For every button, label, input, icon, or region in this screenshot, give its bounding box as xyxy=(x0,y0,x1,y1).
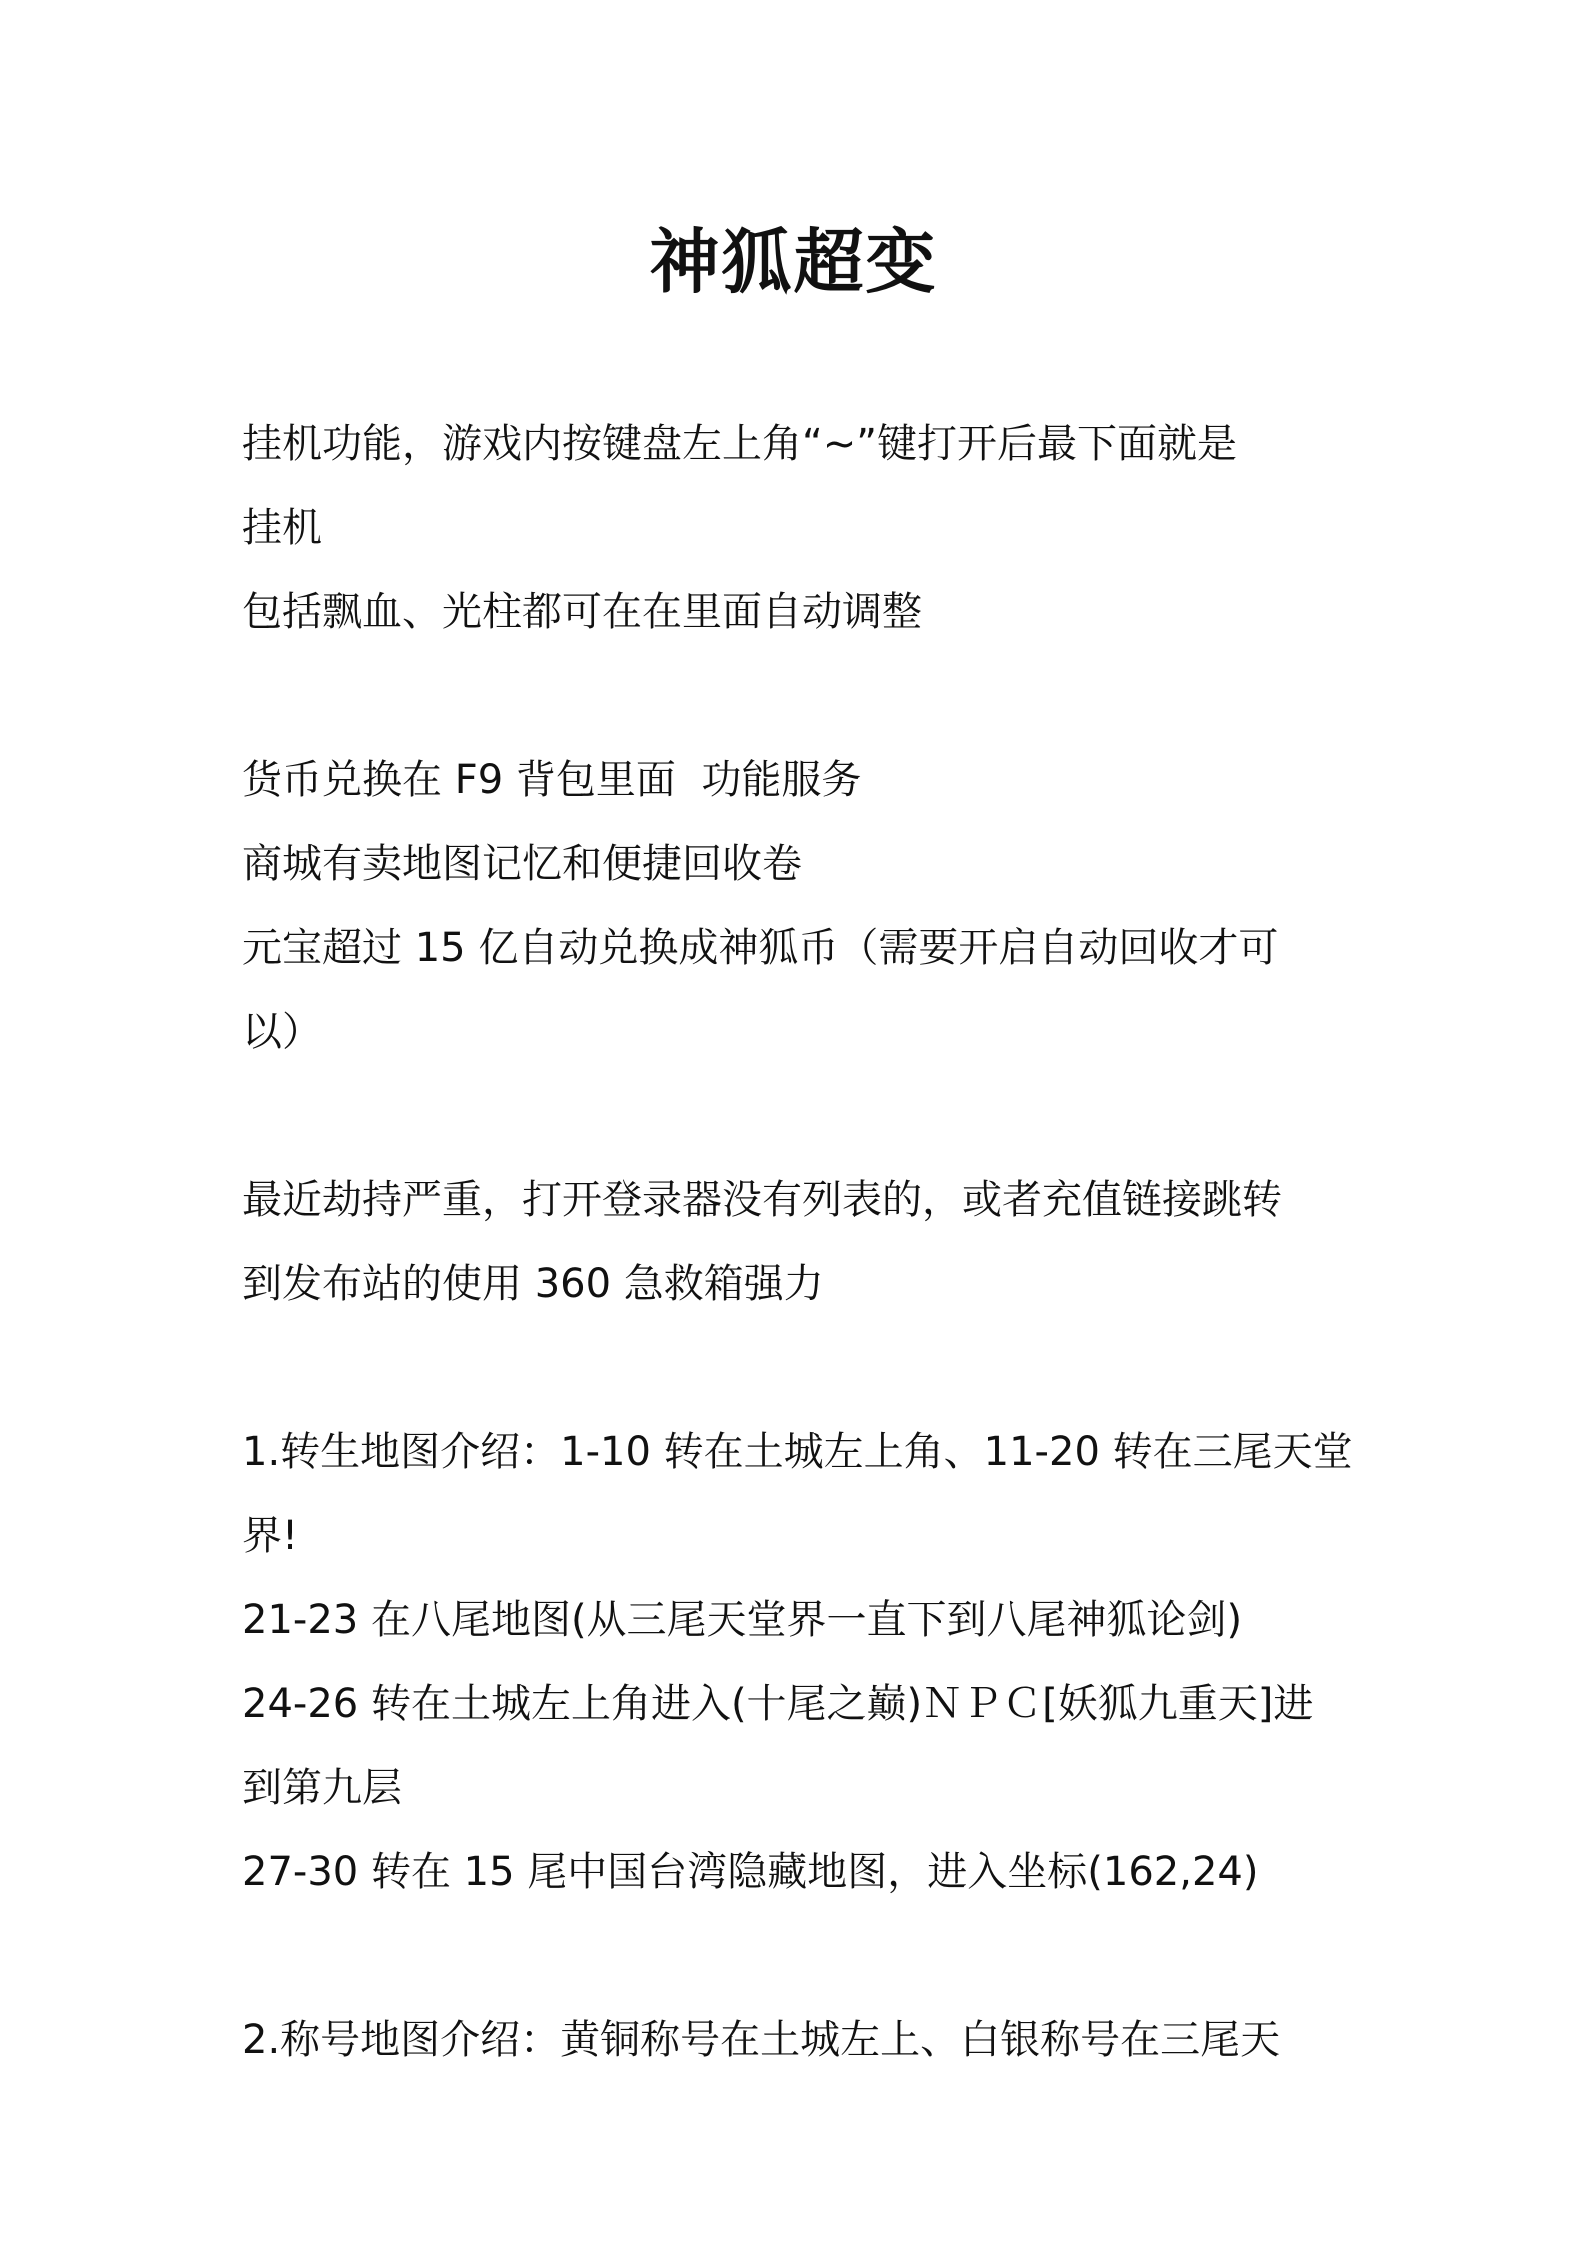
paragraph-block xyxy=(242,1410,1362,1914)
document-body xyxy=(242,402,1362,2166)
text-line: 挂机功能，游戏内按键盘左上角“~”键打开后最下面就是 xyxy=(242,421,1237,467)
text-line: 1.转生地图介绍：1-10 转在土城左上角、11-20 转在三尾天堂 xyxy=(242,1429,1353,1475)
text-line: 挂机 xyxy=(242,505,322,551)
paragraph-block xyxy=(242,738,1362,1074)
paragraph-block xyxy=(242,1158,1362,1326)
text-line: 2.称号地图介绍：黄铜称号在土城左上、白银称号在三尾天 xyxy=(242,2017,1281,2063)
text-line: 24-26 转在土城左上角进入(十尾之巅)ＮＰＣ[妖狐九重天]进 xyxy=(242,1681,1314,1727)
text-line: 商城有卖地图记忆和便捷回收卷 xyxy=(242,841,802,887)
paragraph-block xyxy=(242,402,1362,654)
text-line: 最近劫持严重，打开登录器没有列表的，或者充值链接跳转 xyxy=(242,1177,1282,1223)
text-line: 元宝超过 15 亿自动兑换成神狐币（需要开启自动回收才可 xyxy=(242,925,1279,971)
page-title: 神狐超变 xyxy=(649,220,938,303)
text-line: 到第九层 xyxy=(242,1765,402,1811)
text-line: 到发布站的使用 360 急救箱强力 xyxy=(242,1261,824,1307)
text-line: 以） xyxy=(242,1009,322,1055)
text-line: 21-23 在八尾地图(从三尾天堂界一直下到八尾神狐论剑) xyxy=(242,1597,1243,1643)
paragraph-block xyxy=(242,1998,1362,2082)
text-line: 27-30 转在 15 尾中国台湾隐藏地图，进入坐标(162,24) xyxy=(242,1849,1259,1895)
text-line: 界! xyxy=(242,1513,299,1559)
text-line: 包括飘血、光柱都可在在里面自动调整 xyxy=(242,589,922,635)
text-line: 货币兑换在 F9 背包里面 功能服务 xyxy=(242,757,862,803)
